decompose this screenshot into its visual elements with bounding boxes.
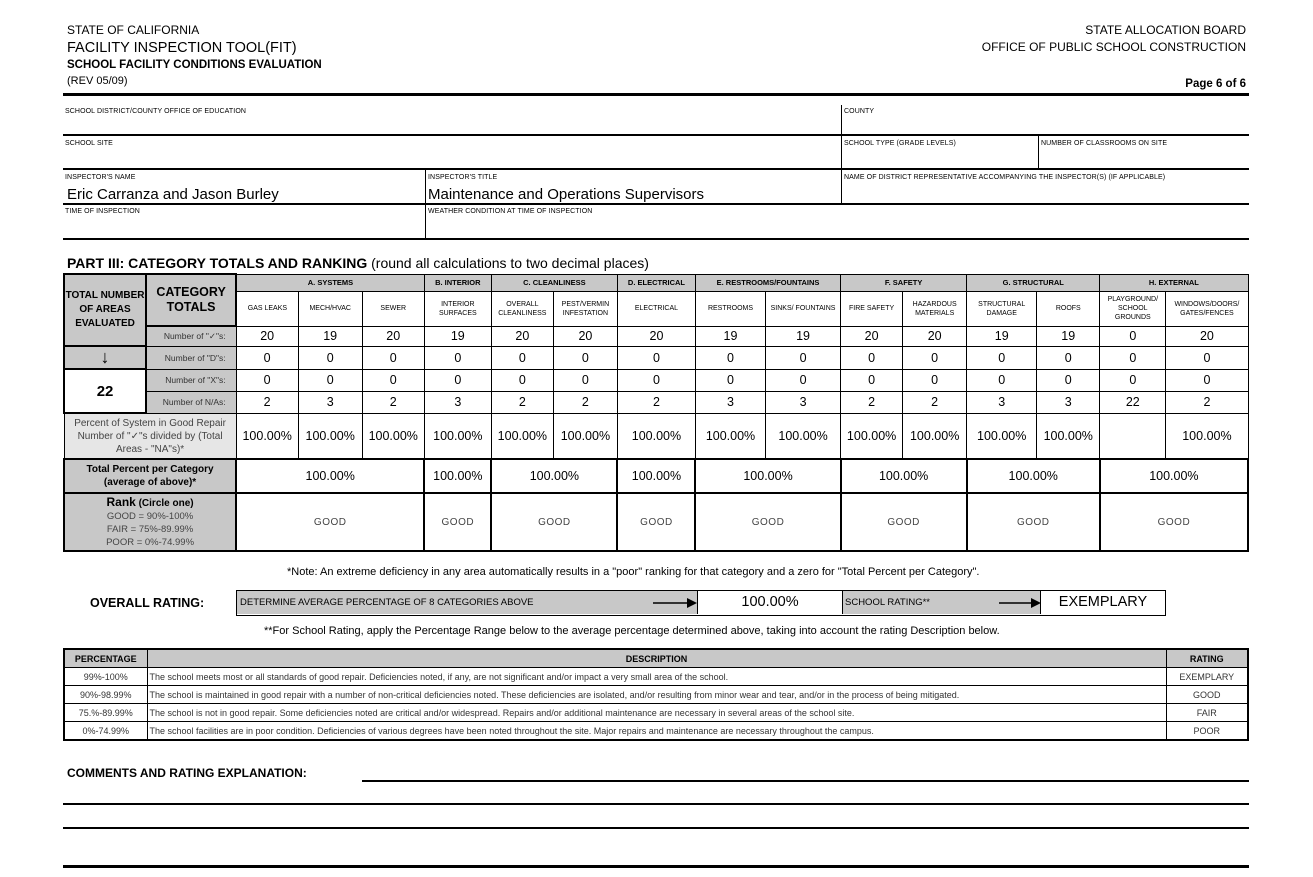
ds-cell[interactable]: 0 [553,346,617,369]
total-percent-row [64,459,1248,493]
xs-cell[interactable]: 0 [1037,369,1100,391]
ds-cell[interactable]: 0 [362,346,424,369]
nas-cell[interactable]: 2 [236,391,298,413]
xs-cell[interactable]: 0 [617,369,695,391]
rank-restrooms[interactable]: GOOD [695,493,840,551]
sub-category: GAS LEAKS [236,291,298,326]
checks-cell[interactable]: 19 [424,326,491,346]
nas-label: Number of N/As: [146,391,236,413]
rank-poor-range: POOR = 0%-74.99% [106,536,195,548]
rank-systems[interactable]: GOOD [236,493,424,551]
percent-cell[interactable]: 100.00% [903,413,967,459]
time-label: TIME OF INSPECTION [65,208,140,215]
xs-cell[interactable]: 0 [236,369,298,391]
comment-line[interactable] [362,780,1249,782]
rating-cell: POOR [1166,722,1248,741]
ds-cell[interactable]: 0 [491,346,553,369]
rank-circle-note: (Circle one) [135,497,194,509]
description-cell: The school facilities are in poor condition. Deficiencies of various degrees have been noted throughout the site. Major repairs and maintenance are necessary throughout the campus. [147,722,1166,741]
total-percent-safety[interactable]: 100.00% [841,459,967,493]
percent-cell[interactable]: 100.00% [1166,413,1248,459]
checks-cell[interactable]: 19 [967,326,1037,346]
ds-cell[interactable]: 0 [695,346,765,369]
part3-heading: PART III: CATEGORY TOTALS AND RANKING [67,255,368,271]
checks-cell[interactable]: 19 [1037,326,1100,346]
weather-label: WEATHER CONDITION AT TIME OF INSPECTION [428,208,593,215]
total-areas-label: TOTAL NUMBER OF AREAS EVALUATED [64,274,146,346]
ds-cell[interactable]: 0 [298,346,362,369]
comment-line[interactable] [63,827,1249,829]
xs-cell[interactable]: 0 [362,369,424,391]
nas-cell[interactable]: 22 [1100,391,1166,413]
percent-cell[interactable]: 100.00% [491,413,553,459]
total-percent-label: Total Percent per Category (average of above)* [64,459,236,493]
comments-label: COMMENTS AND RATING EXPLANATION: [67,766,307,780]
comment-line[interactable] [63,803,1249,805]
percent-cell[interactable]: 100.00% [1037,413,1100,459]
ds-cell[interactable]: 0 [967,346,1037,369]
checks-cell[interactable]: 19 [766,326,841,346]
checks-cell[interactable]: 20 [903,326,967,346]
table-row [64,722,1248,741]
sub-category: PEST/VERMIN INFESTATION [553,291,617,326]
sub-category: PLAYGROUND/ SCHOOL GROUNDS [1100,291,1166,326]
total-percent-structural[interactable]: 100.00% [967,459,1100,493]
total-percent-electrical[interactable]: 100.00% [617,459,695,493]
nas-cell[interactable]: 2 [491,391,553,413]
ds-cell[interactable]: 0 [766,346,841,369]
rank-good-range: GOOD = 90%-100% [106,510,194,522]
range-cell: 99%-100% [64,668,147,686]
xs-row [64,369,1248,391]
checks-cell[interactable]: 20 [236,326,298,346]
category-totals-table [63,273,1249,552]
nas-cell[interactable]: 2 [362,391,424,413]
xs-cell[interactable]: 0 [491,369,553,391]
extreme-deficiency-note: *Note: An extreme deficiency in any area automatically results in a "poor" ranking for that category and a zero for "Total Percent per Category". [287,566,980,578]
rank-fair-range: FAIR = 75%-89.99% [106,523,194,535]
overall-rating-bar [236,590,1166,616]
group-cleanliness: C. CLEANLINESS [491,274,617,291]
checks-label: Number of "✓"s: [146,326,236,346]
percent-cell[interactable]: 100.00% [298,413,362,459]
form-title: FACILITY INSPECTION TOOL(FIT) [67,40,297,56]
sub-category: ROOFS [1037,291,1100,326]
percent-cell[interactable]: 100.00% [695,413,765,459]
state-label: STATE OF CALIFORNIA [67,23,200,37]
district-rep-label: NAME OF DISTRICT REPRESENTATIVE ACCOMPANYING THE INSPECTOR(S) (IF APPLICABLE) [844,174,1166,181]
xs-label: Number of "X"s: [146,369,236,391]
range-cell: 75.%-89.99% [64,704,147,722]
rating-cell: FAIR [1166,704,1248,722]
category-totals-label: CATEGORY TOTALS [146,274,236,326]
classrooms-label: NUMBER OF CLASSROOMS ON SITE [1041,140,1168,147]
rank-legend [64,493,236,551]
xs-cell[interactable]: 0 [766,369,841,391]
total-percent-interior[interactable]: 100.00% [424,459,491,493]
total-percent-external[interactable]: 100.00% [1100,459,1248,493]
checks-cell[interactable]: 19 [695,326,765,346]
ds-cell[interactable]: 0 [1100,346,1166,369]
county-label: COUNTY [844,108,875,115]
nas-cell[interactable]: 3 [695,391,765,413]
rank-external[interactable]: GOOD [1100,493,1248,551]
rank-electrical[interactable]: GOOD [617,493,695,551]
rank-title [65,496,235,510]
sub-category: FIRE SAFETY [841,291,903,326]
range-cell: 90%-98.99% [64,686,147,704]
group-systems: A. SYSTEMS [236,274,424,291]
rank-heading: Rank [106,494,136,509]
group-structural: G. STRUCTURAL [967,274,1100,291]
xs-cell[interactable]: 0 [1166,369,1248,391]
percentage-header: PERCENTAGE [64,649,147,668]
rank-structural[interactable]: GOOD [967,493,1100,551]
ds-row [64,346,1248,369]
sub-category: WINDOWS/DOORS/ GATES/FENCES [1166,291,1248,326]
total-areas-value[interactable]: 22 [64,369,146,413]
revision-label: (REV 05/09) [67,75,128,87]
district-label: SCHOOL DISTRICT/COUNTY OFFICE OF EDUCATION [65,108,247,115]
office-label: OFFICE OF PUBLIC SCHOOL CONSTRUCTION [981,40,1246,54]
group-safety: F. SAFETY [841,274,967,291]
description-cell: The school is maintained in good repair with a number of non-critical deficiencies noted. These deficiencies are isolated, and/or resulting from minor wear and tear, and/or in the process of being mitigated. [147,686,1166,704]
nas-cell[interactable]: 3 [424,391,491,413]
nas-cell[interactable]: 3 [766,391,841,413]
sub-category: OVERALL CLEANLINESS [491,291,553,326]
sub-category: ELECTRICAL [617,291,695,326]
xs-cell[interactable]: 0 [967,369,1037,391]
arrow-right-icon [653,597,697,609]
checks-cell[interactable]: 20 [617,326,695,346]
rank-cleanliness[interactable]: GOOD [491,493,617,551]
ds-cell[interactable]: 0 [1037,346,1100,369]
percent-cell[interactable]: 100.00% [766,413,841,459]
group-external: H. EXTERNAL [1100,274,1248,291]
percent-cell[interactable]: 100.00% [362,413,424,459]
school-rating-label: SCHOOL RATING** [845,597,930,608]
nas-cell[interactable]: 2 [841,391,903,413]
percent-cell[interactable]: 100.00% [236,413,298,459]
ds-label: Number of "D"s: [146,346,236,369]
school-rating-value[interactable]: EXEMPLARY [1058,594,1148,610]
sub-category: SEWER [362,291,424,326]
xs-cell[interactable]: 0 [298,369,362,391]
checks-cell[interactable]: 20 [1166,326,1248,346]
bottom-rule [63,865,1249,868]
range-cell: 0%-74.99% [64,722,147,741]
group-restrooms: E. RESTROOMS/FOUNTAINS [695,274,840,291]
rating-description-table [63,648,1249,741]
table-row [64,704,1248,722]
group-interior: B. INTERIOR [424,274,491,291]
nas-row [64,391,1248,413]
inspector-name-label: INSPECTOR'S NAME [65,174,136,181]
rating-table-header [64,649,1248,668]
total-percent-cleanliness[interactable]: 100.00% [491,459,617,493]
percent-cell[interactable]: 100.00% [424,413,491,459]
sub-category: RESTROOMS [695,291,765,326]
sub-category: HAZARDOUS MATERIALS [903,291,967,326]
sub-category: SINKS/ FOUNTAINS [766,291,841,326]
ds-cell[interactable]: 0 [1166,346,1248,369]
percent-cell[interactable]: 100.00% [841,413,903,459]
sub-category: STRUCTURAL DAMAGE [967,291,1037,326]
xs-cell[interactable]: 0 [695,369,765,391]
nas-cell[interactable]: 3 [298,391,362,413]
part3-title [67,255,649,271]
nas-cell[interactable]: 2 [617,391,695,413]
board-label: STATE ALLOCATION BOARD [1085,23,1246,37]
ds-cell[interactable]: 0 [617,346,695,369]
ds-cell[interactable]: 0 [841,346,903,369]
rating-cell: GOOD [1166,686,1248,704]
percent-cell[interactable] [1100,413,1166,459]
ds-cell[interactable]: 0 [236,346,298,369]
part3-note: (round all calculations to two decimal places) [367,255,649,271]
description-cell: The school meets most or all standards of good repair. Deficiencies noted, if any, are not significant and/or impact a very small area of the school. [147,668,1166,686]
school-site-label: SCHOOL SITE [65,140,113,147]
school-rating-cell [842,591,1041,614]
percent-cell[interactable]: 100.00% [553,413,617,459]
checks-cell[interactable]: 19 [298,326,362,346]
xs-cell[interactable]: 0 [1100,369,1166,391]
xs-cell[interactable]: 0 [903,369,967,391]
total-percent-restrooms[interactable]: 100.00% [695,459,840,493]
inspector-name-field[interactable]: Eric Carranza and Jason Burley [67,186,279,203]
checks-cell[interactable]: 20 [362,326,424,346]
page-number: Page 6 of 6 [1185,78,1246,90]
average-percentage[interactable]: 100.00% [741,594,799,610]
school-rating-note: **For School Rating, apply the Percentage Range below to the average percentage determined above, taking into account the rating Description below. [264,625,1000,637]
rating-header: RATING [1166,649,1248,668]
checks-row [64,326,1248,346]
inspector-title-label: INSPECTOR'S TITLE [428,174,498,181]
determine-average-label: DETERMINE AVERAGE PERCENTAGE OF 8 CATEGORIES ABOVE [240,597,534,608]
checks-cell[interactable]: 0 [1100,326,1166,346]
percent-label: Percent of System in Good Repair Number of "✓"s divided by (Total Areas - "NA"s)* [64,413,236,459]
school-type-label: SCHOOL TYPE (GRADE LEVELS) [844,140,956,147]
form-subtitle: SCHOOL FACILITY CONDITIONS EVALUATION [67,59,322,71]
down-arrow-icon: ↓ [64,346,146,369]
rating-cell: EXEMPLARY [1166,668,1248,686]
rank-interior[interactable]: GOOD [424,493,491,551]
percent-cell[interactable]: 100.00% [967,413,1037,459]
inspector-title-field[interactable]: Maintenance and Operations Supervisors [428,186,704,203]
percent-row [64,413,1248,459]
total-percent-systems[interactable]: 100.00% [236,459,424,493]
description-header: DESCRIPTION [147,649,1166,668]
table-row [64,668,1248,686]
ds-cell[interactable]: 0 [424,346,491,369]
group-electrical: D. ELECTRICAL [617,274,695,291]
checks-cell[interactable]: 20 [491,326,553,346]
nas-cell[interactable]: 3 [967,391,1037,413]
sub-category: MECH/HVAC [298,291,362,326]
nas-cell[interactable]: 2 [903,391,967,413]
table-row [64,686,1248,704]
nas-cell[interactable]: 2 [1166,391,1248,413]
xs-cell[interactable]: 0 [553,369,617,391]
nas-cell[interactable]: 3 [1037,391,1100,413]
sub-category: INTERIOR SURFACES [424,291,491,326]
determine-average-cell [237,591,698,614]
nas-cell[interactable]: 2 [553,391,617,413]
description-cell: The school is not in good repair. Some deficiencies noted are critical and/or widespread. Repairs and/or additional maintenance are necessary in several areas of the school site. [147,704,1166,722]
arrow-right-icon [999,597,1041,609]
xs-cell[interactable]: 0 [841,369,903,391]
rank-safety[interactable]: GOOD [841,493,967,551]
percent-cell[interactable]: 100.00% [617,413,695,459]
xs-cell[interactable]: 0 [424,369,491,391]
overall-rating-label: OVERALL RATING: [90,596,205,610]
checks-cell[interactable]: 20 [553,326,617,346]
checks-cell[interactable]: 20 [841,326,903,346]
ds-cell[interactable]: 0 [903,346,967,369]
rank-row [64,493,1248,551]
